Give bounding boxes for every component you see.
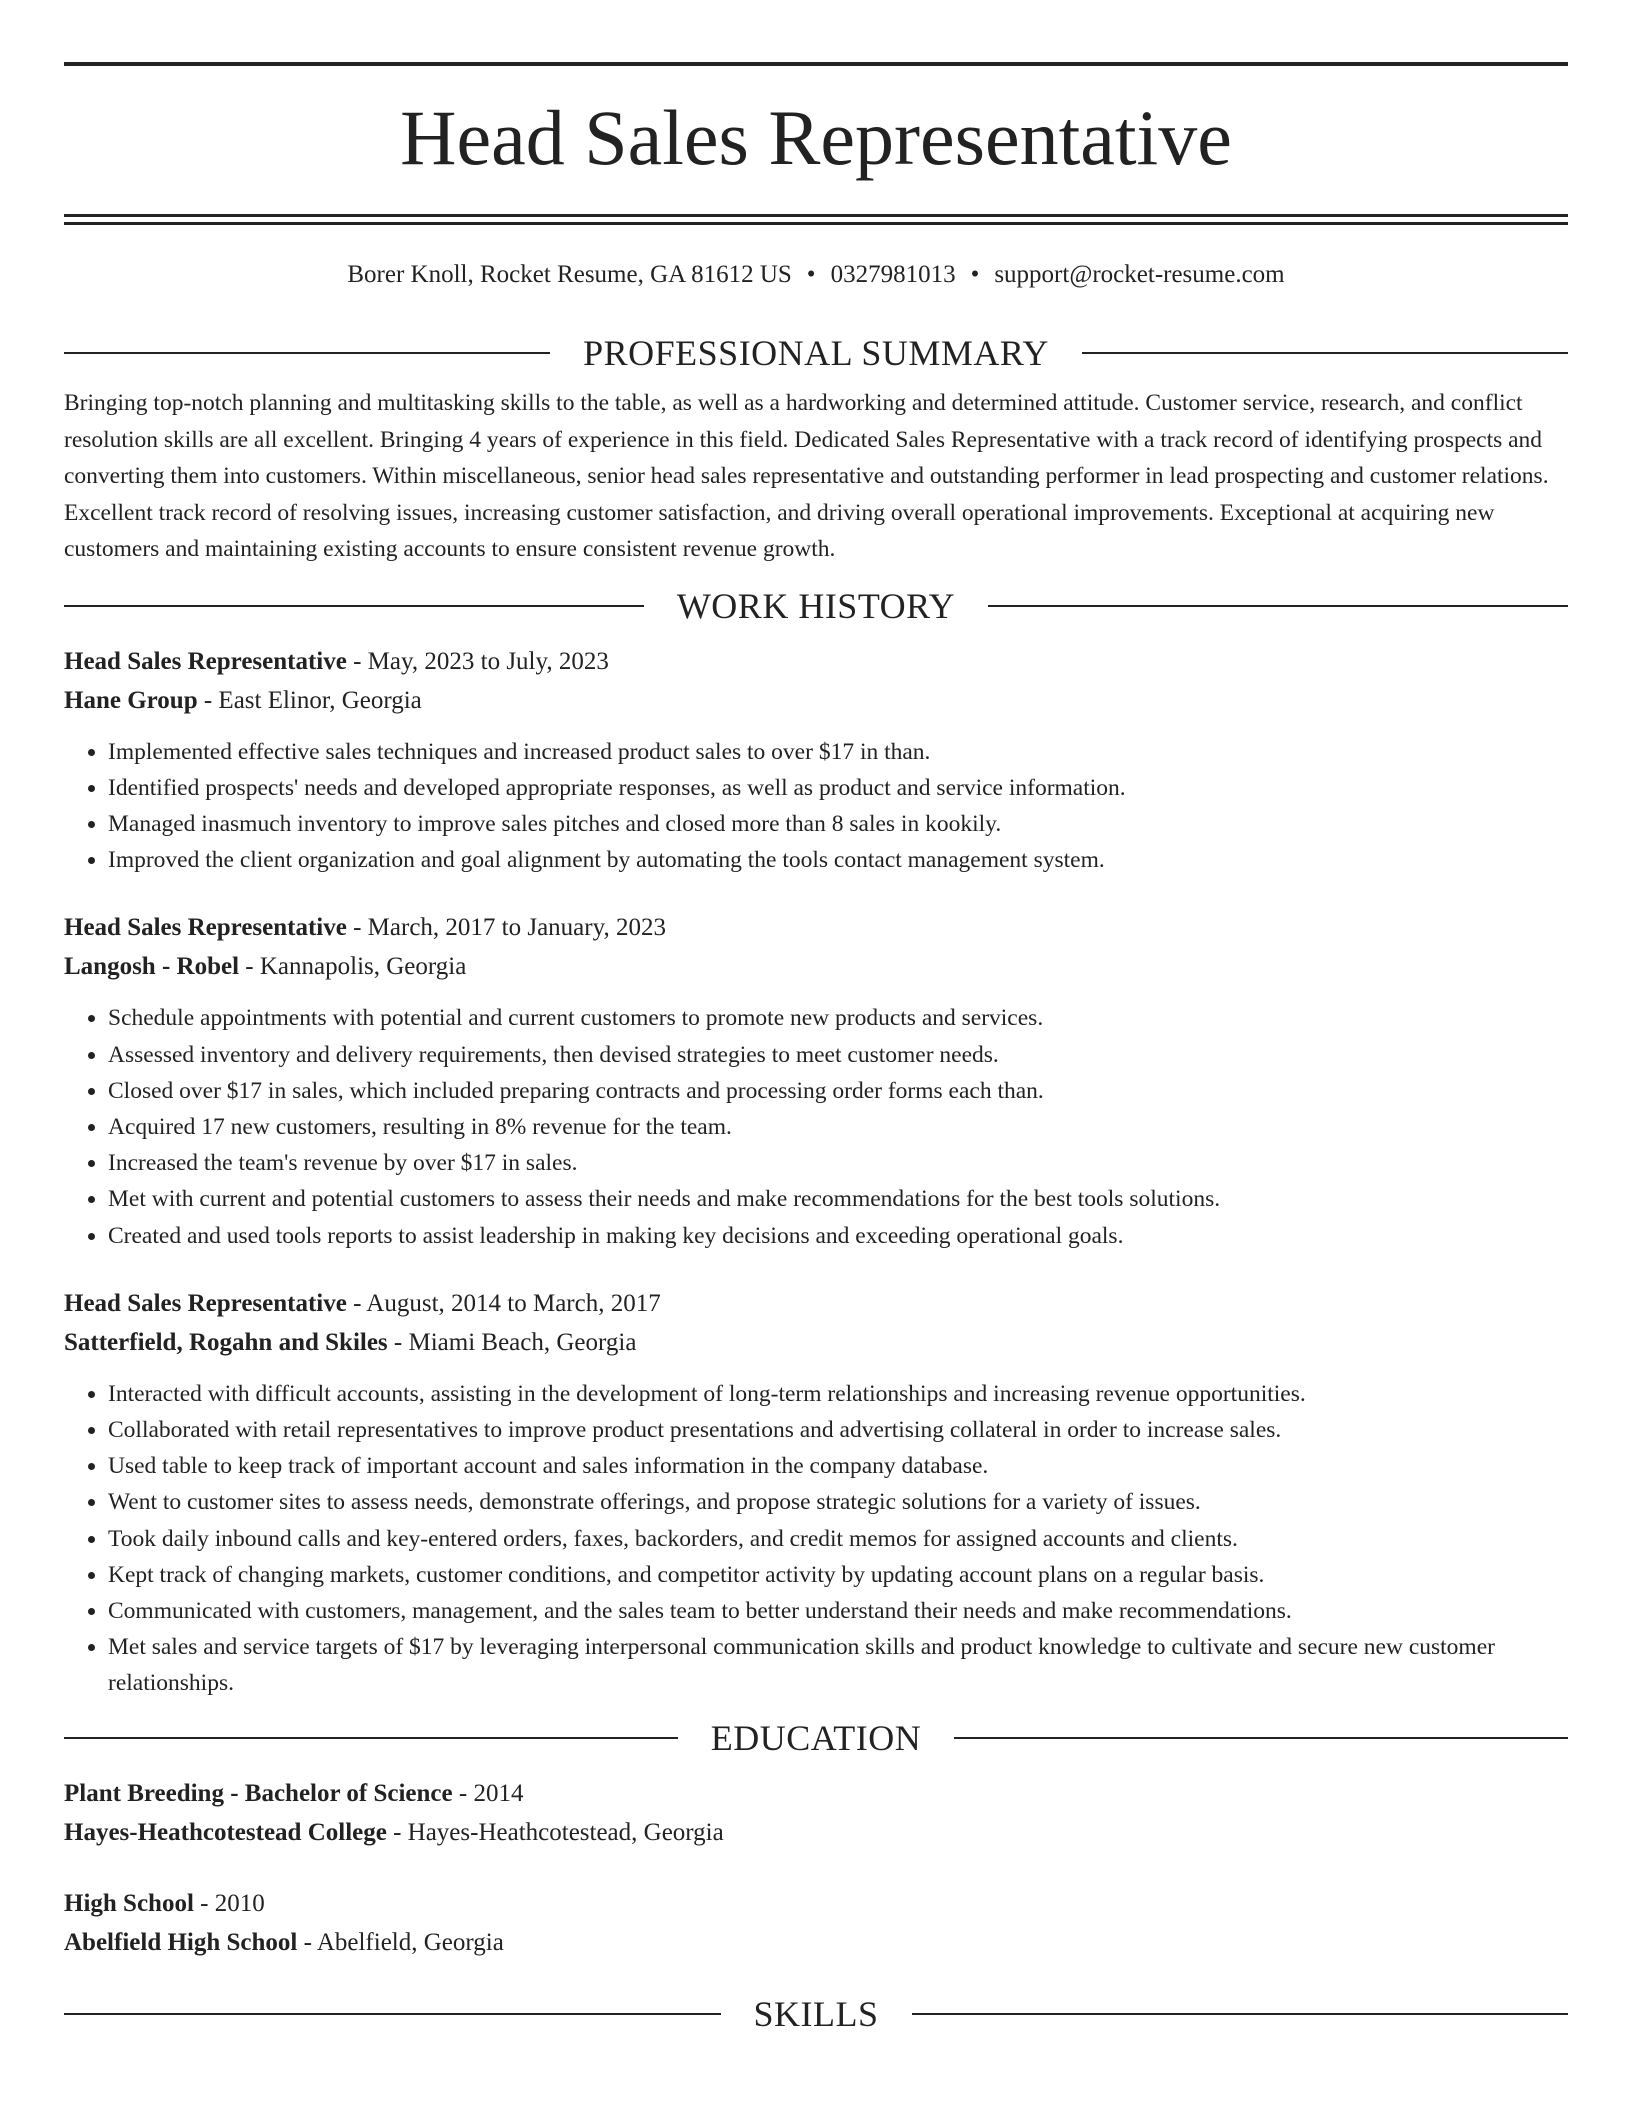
- job-bullet: • Kept track of changing markets, customer conditions, and competitor activity by updating account plans on a regular basis.: [108, 1557, 1568, 1593]
- job-title-line: [64, 642, 1568, 681]
- section-rule: [64, 2013, 721, 2015]
- job-company: Hane Group: [64, 686, 198, 714]
- contact-separator: •: [970, 261, 980, 288]
- header-double-rule: [64, 214, 1568, 225]
- job-dates: - March, 2017 to January, 2023: [346, 914, 666, 942]
- job-location: - East Elinor, Georgia: [197, 686, 422, 714]
- section-rule: [64, 1737, 678, 1739]
- contact-line: [64, 259, 1568, 291]
- job-title-line: [64, 908, 1568, 947]
- education-school-line: [64, 1923, 1568, 1962]
- job-bullet: • Improved the client organization and goal alignment by automating the tools contact management system.: [108, 842, 1568, 878]
- job-entry: [64, 1284, 1568, 1702]
- job-company-line: [64, 947, 1568, 986]
- job-company: Satterfield, Rogahn and Skiles: [64, 1328, 388, 1356]
- education-degree-line: [64, 1884, 1568, 1923]
- job-bullet: • Used table to keep track of important account and sales information in the company database.: [108, 1448, 1568, 1484]
- job-bullet: • Met with current and potential customers to assess their needs and make recommendations for the best tools solutions.: [108, 1181, 1568, 1217]
- job-bullet: • Communicated with customers, management, and the sales team to better understand their needs and make recommendations.: [108, 1593, 1568, 1629]
- job-bullet: • Closed over $17 in sales, which included preparing contracts and processing order forms each than.: [108, 1073, 1568, 1109]
- section-rule: [64, 352, 550, 354]
- job-title: Head Sales Representative: [64, 647, 347, 675]
- job-location: - Kannapolis, Georgia: [239, 953, 467, 981]
- section-title: PROFESSIONAL SUMMARY: [583, 333, 1049, 373]
- job-bullet: • Identified prospects' needs and developed appropriate responses, as well as product and service information.: [108, 770, 1568, 806]
- job-dates: - August, 2014 to March, 2017: [346, 1289, 661, 1317]
- education-entry: [64, 1774, 1568, 1852]
- job-bullet: • Implemented effective sales techniques and increased product sales to over $17 in than.: [108, 734, 1568, 770]
- job-dates: - May, 2023 to July, 2023: [346, 647, 609, 675]
- job-entry: [64, 642, 1568, 879]
- resume-page: [64, 62, 1568, 2036]
- section-rule: [912, 2013, 1569, 2015]
- summary-text: Bringing top-notch planning and multitasking skills to the table, as well as a hardworking and determined attitude. Customer service, research, and conflict resolution skills are all excellent. Bringing 4 years of experience in this field. Dedicated Sales Representative with a track record of identifying prospects and converting them into customers. Within miscellaneous, senior head sales representative and outstanding performer in lead prospecting and customer relations. Excellent track record of resolving issues, increasing customer satisfaction, and driving overall operational improvements. Exceptional at acquiring new customers and maintaining existing accounts to ensure consistent revenue growth.: [64, 390, 1549, 562]
- education-entry: [64, 1884, 1568, 1962]
- education-location: - Hayes-Heathcotestead, Georgia: [386, 1818, 724, 1846]
- job-bullet: • Interacted with difficult accounts, assisting in the development of long-term relationships and increasing revenue opportunities.: [108, 1376, 1568, 1412]
- contact-address: Borer Knoll, Rocket Resume, GA 81612 US: [347, 261, 792, 288]
- section-heading-skills: [64, 1992, 1568, 2036]
- education-school: Hayes-Heathcotestead College: [64, 1818, 387, 1846]
- job-bullet: • Created and used tools reports to assist leadership in making key decisions and exceeding operational goals.: [108, 1218, 1568, 1254]
- section-title: WORK HISTORY: [676, 585, 956, 626]
- section-title: EDUCATION: [710, 1717, 922, 1758]
- job-bullets: [64, 1000, 1568, 1253]
- job-company-line: [64, 681, 1568, 720]
- job-bullets: [64, 1376, 1568, 1702]
- job-bullets: [64, 734, 1568, 879]
- job-bullet: • Took daily inbound calls and key-entered orders, faxes, backorders, and credit memos for assigned accounts and clients.: [108, 1521, 1568, 1557]
- education-degree: High School: [64, 1889, 194, 1917]
- job-title: Head Sales Representative: [64, 1289, 347, 1317]
- education-location: - Abelfield, Georgia: [297, 1928, 504, 1956]
- job-bullet: • Met sales and service targets of $17 by leveraging interpersonal communication skills and product knowledge to cultivate and secure new customer relationships.: [108, 1629, 1568, 1701]
- job-title: Head Sales Representative: [64, 914, 347, 942]
- job-bullet: • Collaborated with retail representatives to improve product presentations and advertising collateral in order to increase sales.: [108, 1412, 1568, 1448]
- job-company-line: [64, 1323, 1568, 1362]
- section-rule: [954, 1737, 1568, 1739]
- education-school-line: [64, 1813, 1568, 1852]
- section-title: SKILLS: [753, 1993, 879, 2034]
- job-bullet: • Schedule appointments with potential and current customers to promote new products and services.: [108, 1000, 1568, 1036]
- section-heading-summary: [64, 331, 1568, 375]
- education-year: - 2010: [193, 1889, 265, 1917]
- section-rule: [64, 605, 644, 607]
- contact-email: support@rocket-resume.com: [994, 261, 1285, 288]
- job-entry: [64, 908, 1568, 1253]
- section-heading-education: [64, 1716, 1568, 1760]
- section-heading-work: [64, 584, 1568, 628]
- education-degree-line: [64, 1774, 1568, 1813]
- education-degree: Plant Breeding - Bachelor of Science: [64, 1779, 453, 1807]
- job-bullet: • Assessed inventory and delivery requirements, then devised strategies to meet customer needs.: [108, 1037, 1568, 1073]
- job-bullet: • Acquired 17 new customers, resulting in 8% revenue for the team.: [108, 1109, 1568, 1145]
- contact-separator: •: [806, 261, 816, 288]
- job-company: Langosh - Robel: [64, 953, 240, 981]
- job-title-line: [64, 1284, 1568, 1323]
- job-bullet: • Increased the team's revenue by over $17 in sales.: [108, 1145, 1568, 1181]
- job-bullet: • Went to customer sites to assess needs, demonstrate offerings, and propose strategic solutions for a variety of issues.: [108, 1484, 1568, 1520]
- education-school: Abelfield High School: [64, 1928, 298, 1956]
- job-bullet: • Managed inasmuch inventory to improve sales pitches and closed more than 8 sales in kookily.: [108, 806, 1568, 842]
- job-location: - Miami Beach, Georgia: [387, 1328, 637, 1356]
- section-rule: [1082, 352, 1568, 354]
- resume-name: Head Sales Representative: [400, 94, 1232, 181]
- education-year: - 2014: [452, 1779, 524, 1807]
- contact-phone: 0327981013: [830, 261, 956, 288]
- section-rule: [988, 605, 1568, 607]
- header-top-rule: [64, 62, 1568, 66]
